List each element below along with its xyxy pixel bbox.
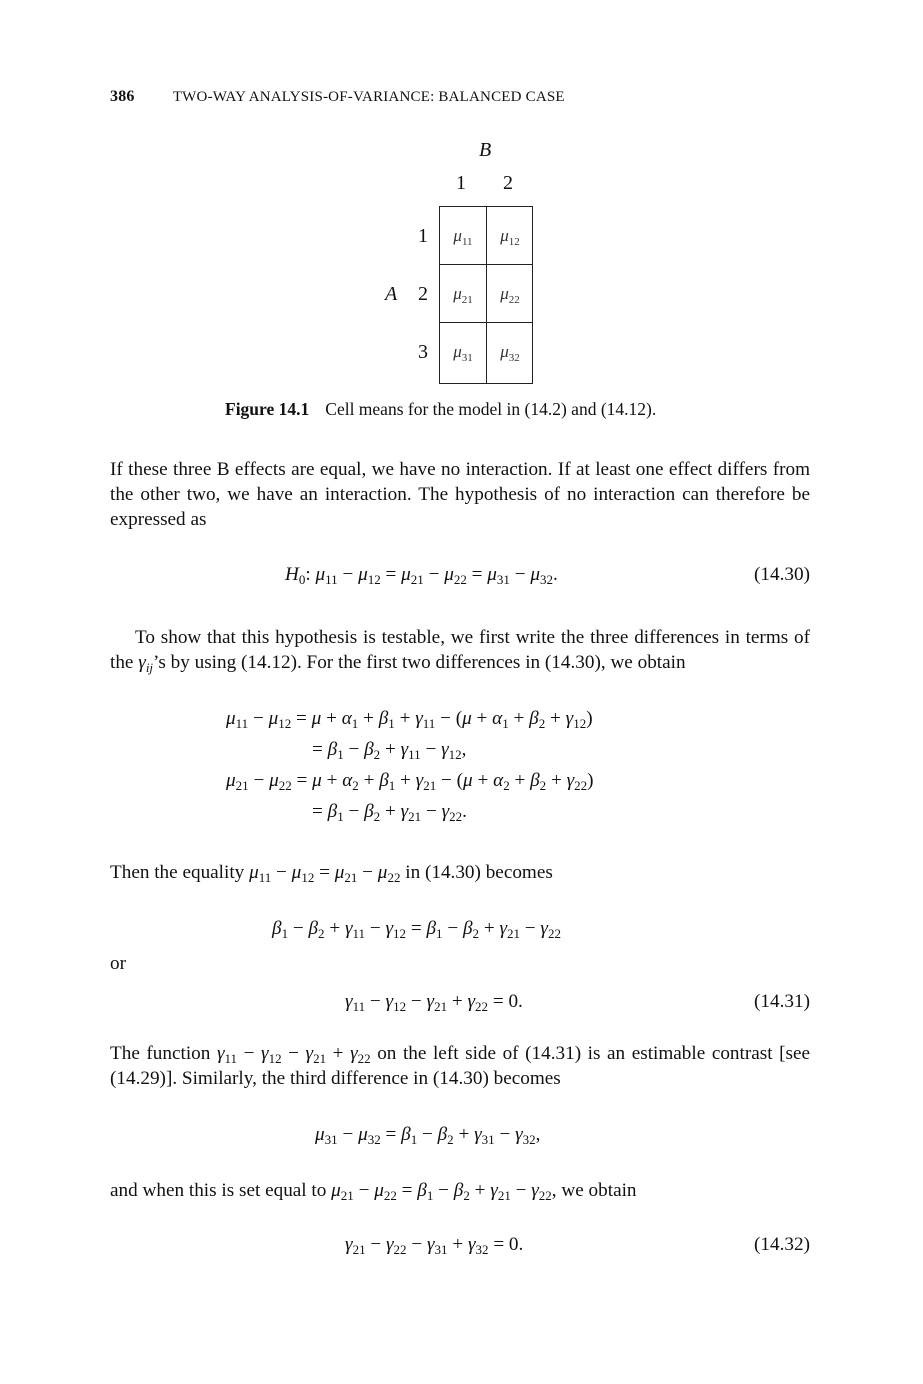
cell-mu-11: $\mu_{11}$ bbox=[453, 226, 473, 248]
row-label-3: 3 bbox=[418, 341, 428, 363]
factor-a-label: A bbox=[385, 283, 398, 305]
equation-number-14-30: (14.30) bbox=[754, 564, 810, 585]
figure-caption bbox=[225, 399, 656, 420]
caption-text: Cell means for the model in (14.2) and (14.12). bbox=[325, 399, 657, 419]
cell-mu-32: $\mu_{32}$ bbox=[500, 342, 520, 364]
cell-mu-21: $\mu_{21}$ bbox=[453, 284, 473, 306]
equation-number-14-32: (14.32) bbox=[754, 1234, 810, 1255]
derivation-line-4: = $\beta_1 - \beta_2 + \gamma_{21} - \gamma_{22}$. bbox=[312, 801, 467, 824]
word-or: or bbox=[110, 953, 126, 974]
row-label-1: 1 bbox=[418, 225, 428, 247]
paragraph-testable: To show that this hypothesis is testable, we first write the three differences in terms of the $\gamma_{ij}’s$ by using (14.12). For the first two differences in (14.30), we obtain bbox=[110, 627, 810, 675]
col-label-2: 2 bbox=[503, 172, 513, 194]
caption-label: Figure 14.1 bbox=[225, 399, 310, 419]
page-number: 386 bbox=[110, 88, 135, 105]
equation-14-32: $\gamma_{21} - \gamma_{22} - \gamma_{31} + \gamma_{32} = 0$. bbox=[345, 1234, 524, 1257]
cell-means-table bbox=[439, 206, 533, 384]
cell-mu-12: $\mu_{12}$ bbox=[500, 226, 520, 248]
running-title: TWO-WAY ANALYSIS-OF-VARIANCE: BALANCED CASE bbox=[172, 89, 565, 105]
col-label-1: 1 bbox=[456, 172, 466, 194]
cell-mu-31: $\mu_{31}$ bbox=[453, 342, 473, 364]
equation-beta-gamma: $\beta_1 - \beta_2 + \gamma_{11} - \gamma_{12} = \beta_1 - \beta_2 + \gamma_{21} - \gamma_{22}$ bbox=[272, 918, 561, 941]
cell-mu-22: $\mu_{22}$ bbox=[500, 284, 520, 306]
paragraph-equality: Then the equality $\mu_{11} - \mu_{12} = \mu_{21} - \mu_{22}$ in (14.30) becomes bbox=[110, 862, 553, 885]
derivation-line-2: = $\beta_1 - \beta_2 + \gamma_{11} - \gamma_{12}$, bbox=[312, 739, 467, 762]
derivation-line-1: $\mu_{11} - \mu_{12} = \mu + \alpha_1 + \beta_1 + \gamma_{11} - (\mu + \alpha_1 + \beta_2 + \gamma_{12})$ bbox=[226, 708, 593, 731]
running-header bbox=[110, 88, 565, 106]
paragraph-set-equal: and when this is set equal to $\mu_{21} - \mu_{22} = \beta_1 - \beta_2 + \gamma_{21} - \gamma_{22}$, we obtain bbox=[110, 1180, 637, 1203]
equation-number-14-31: (14.31) bbox=[754, 991, 810, 1012]
equation-third-difference: $\mu_{31} - \mu_{32} = \beta_1 - \beta_2 + \gamma_{31} - \gamma_{32}$, bbox=[315, 1124, 541, 1147]
paragraph-contrast: The function $\gamma_{11} - \gamma_{12} - \gamma_{21} + \gamma_{22}$ on the left side of (14.31) is an estimable contrast [see (14.29)]. Similarly, the third difference in (14.30) becomes bbox=[110, 1043, 811, 1089]
equation-14-30: $H_0$: $\mu_{11} - \mu_{12} = \mu_{21} - \mu_{22} = \mu_{31} - \mu_{32}$. bbox=[285, 564, 558, 587]
equation-14-31: $\gamma_{11} - \gamma_{12} - \gamma_{21} + \gamma_{22} = 0$. bbox=[345, 991, 523, 1014]
derivation-line-3: $\mu_{21} - \mu_{22} = \mu + \alpha_2 + \beta_1 + \gamma_{21} - (\mu + \alpha_2 + \beta_2 + \gamma_{22})$ bbox=[226, 770, 594, 793]
row-label-2: 2 bbox=[418, 283, 428, 305]
paragraph-interaction: If these three B effects are equal, we have no interaction. If at least one effect differs from the other two, we have an interaction. The hypothesis of no interaction can therefore be expressed as bbox=[110, 459, 810, 530]
factor-b-label: B bbox=[479, 139, 492, 161]
